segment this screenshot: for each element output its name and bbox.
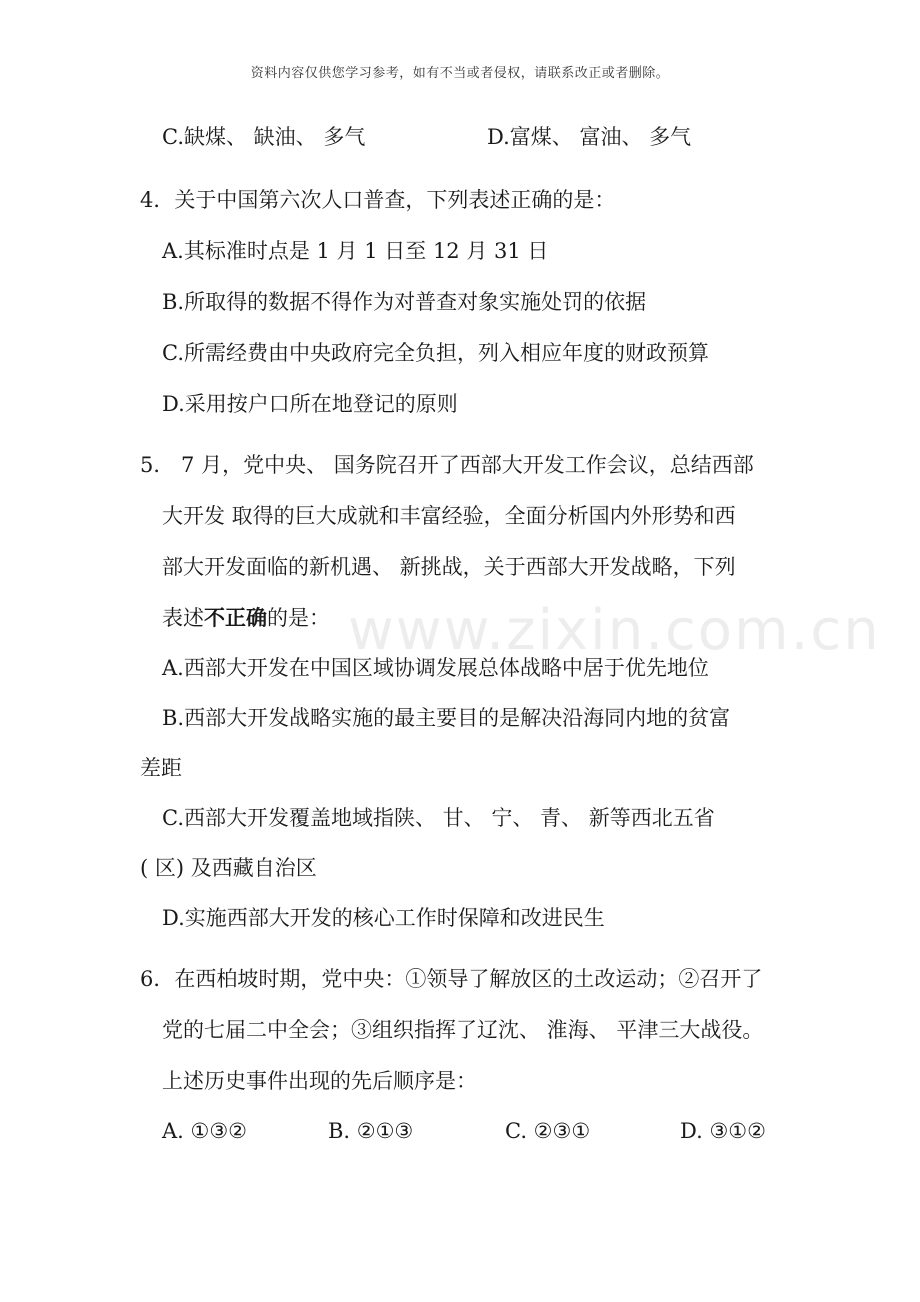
q3-option-d: D.富煤、 富油、 多气 (487, 125, 692, 149)
q5-emphasis-not-correct: 不正确 (204, 605, 267, 630)
q5-option-d: D.实施西部大开发的核心工作时保障和改进民生 (162, 906, 605, 930)
q5-stem-suffix: 的是： (267, 606, 330, 630)
q4-option-d: D.采用按户口所在地登记的原则 (162, 392, 458, 416)
q5-option-c-line-1: C.西部大开发覆盖地域指陕、 甘、 宁、 青、 新等西北五省 (162, 806, 715, 830)
q4-option-c: C.所需经费由中央政府完全负担，列入相应年度的财政预算 (162, 341, 709, 365)
q3-option-c: C.缺煤、 缺油、 多气 (162, 125, 366, 149)
q5-option-a: A.西部大开发在中国区域协调发展总体战略中居于优先地位 (162, 656, 709, 680)
q6-stem-line-3: 上述历史事件出现的先后顺序是： (162, 1069, 477, 1093)
q5-stem-line-4 (162, 603, 330, 633)
q5-stem-line-3: 部大开发面临的新机遇、 新挑战，关于西部大开发战略，下列 (162, 555, 736, 579)
q6-stem-line-2: 党的七届二中全会；③组织指挥了辽沈、 淮海、 平津三大战役。 (162, 1018, 764, 1042)
q4-stem: 4．关于中国第六次人口普查，下列表述正确的是： (140, 188, 616, 212)
q6-option-d: D. ③①② (680, 1119, 766, 1143)
q4-option-b: B.所取得的数据不得作为对普查对象实施处罚的依据 (162, 290, 647, 314)
q6-stem-line-1: 6．在西柏坡时期，党中央：①领导了解放区的土改运动；②召开了 (140, 967, 763, 991)
q5-option-c-line-2: ( 区) 及西藏自治区 (140, 856, 317, 880)
q5-stem-line-2: 大开发 取得的巨大成就和丰富经验，全面分析国内外形势和西 (162, 504, 736, 528)
q5-stem-prefix: 表述 (162, 606, 204, 630)
q6-option-c: C. ②③① (505, 1119, 591, 1143)
q6-option-a: A. ①③② (162, 1119, 247, 1143)
page-header-disclaimer: 资料内容仅供您学习参考，如有不当或者侵权，请联系改正或者删除。 (250, 66, 670, 81)
q5-stem-line-1: 5． 7 月，党中央、 国务院召开了西部大开发工作会议，总结西部 (140, 453, 754, 477)
q6-option-b: B. ②①③ (328, 1119, 414, 1143)
watermark: www.zixin.com.cn (348, 598, 881, 663)
q5-option-b-line-1: B.西部大开发战略实施的最主要目的是解决沿海同内地的贫富 (162, 706, 731, 730)
q5-option-b-line-2: 差距 (140, 756, 182, 780)
q4-option-a: A.其标准时点是 1 月 1 日至 12 月 31 日 (162, 239, 549, 263)
